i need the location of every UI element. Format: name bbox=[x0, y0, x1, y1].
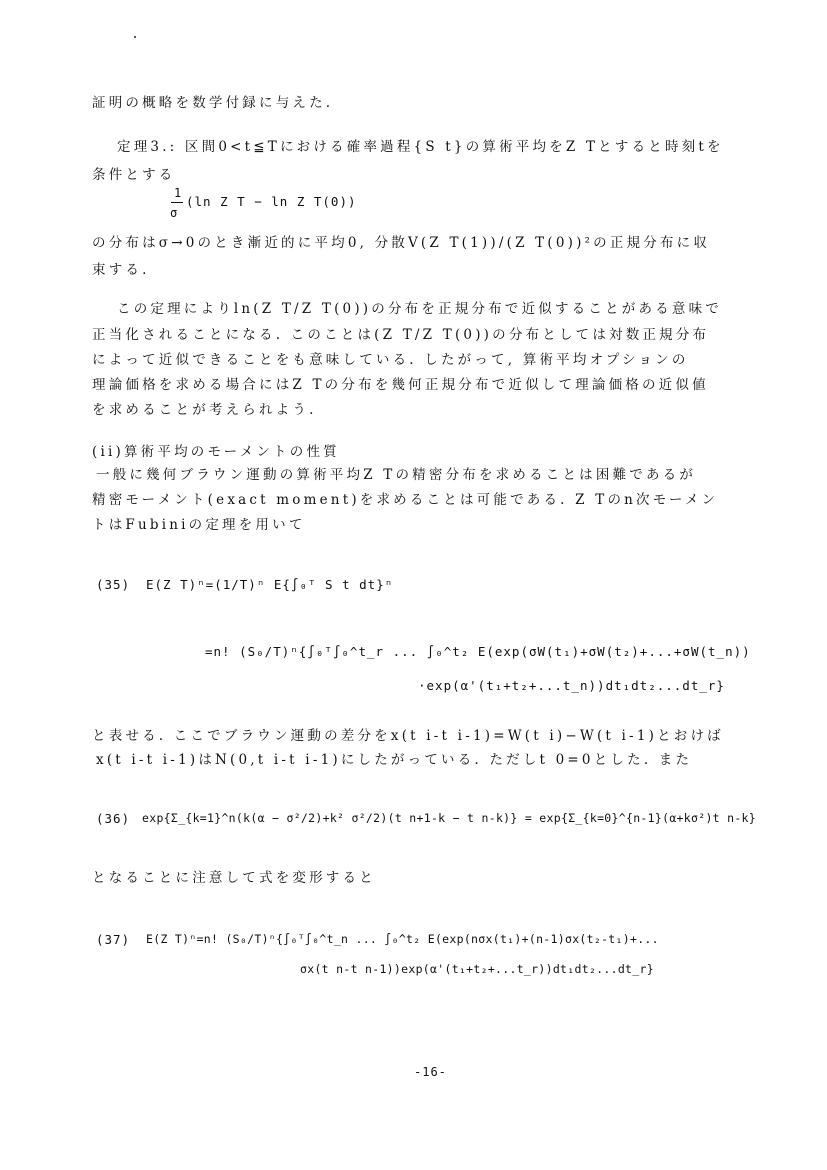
theorem-3-line: 定理3.: 区間0<t≦Tにおける確率過程{S t}の算術平均をZ Tとすると時刻tを bbox=[117, 139, 724, 155]
equation-36: exp{Σ_{k=1}^n(k(α − σ²/2)+k² σ²/2)(t n+1-k − t n-k)} = exp{Σ_{k=0}^{n-1}(α+kσ²)t n-k} bbox=[142, 811, 757, 825]
fraction-numerator: 1 bbox=[174, 186, 182, 200]
paragraph-line: x(t i-t i-1)はN(0,t i-t i-1)にしたがっている. ただしt 0=0とした. また bbox=[96, 752, 693, 768]
section-heading: (ii)算術平均のモーメントの性質 bbox=[92, 444, 340, 460]
equation-35-line-1: E(Z T)ⁿ=(1/T)ⁿ E{∫₀ᵀ S t dt}ⁿ bbox=[146, 577, 394, 592]
paragraph-line: 正当化されることになる. このことは(Z T/Z T(0))の分布としては対数正規分布 bbox=[92, 327, 710, 343]
equation-35-line-3: ·exp(α'(t₁+t₂+...t_n))dt₁dt₂...dt_r} bbox=[418, 678, 725, 693]
equation-37-line-1: E(Z T)ⁿ=n! (S₀/T)ⁿ{∫₀ᵀ∫₀^t_n ... ∫₀^t₂ E(exp(nσx(t₁)+(n-1)σx(t₂-t₁)+... bbox=[146, 932, 659, 946]
theorem-3-expression: (ln Z T − ln Z T(0)) bbox=[186, 194, 357, 209]
equation-label: (36) bbox=[96, 811, 131, 826]
paragraph-line: を求めることが考えられよう. bbox=[92, 402, 317, 418]
paragraph-line: となることに注意して式を変形すると bbox=[92, 870, 376, 886]
fraction-denominator: σ bbox=[170, 206, 178, 220]
theorem-3-line: 条件とする bbox=[92, 167, 176, 183]
paragraph-line: の分布はσ→0のとき漸近的に平均0, 分散V(Z T(1))/(Z T(0))²の正規分布に収 bbox=[92, 235, 711, 251]
fraction-bar bbox=[171, 202, 183, 203]
paragraph-line: と表せる. ここでブラウン運動の差分をx(t i-t i-1)=W(t i)−W(t i-1)とおけば bbox=[92, 728, 724, 744]
equation-37-line-2: σx(t n-t n-1))exp(α'(t₁+t₂+...t_r))dt₁dt₂...dt_r} bbox=[300, 962, 654, 976]
paragraph-line: 一般に幾何ブラウン運動の算術平均Z Tの精密分布を求めることは困難であるが bbox=[96, 467, 697, 483]
equation-35-line-2: =n! (S₀/T)ⁿ{∫₀ᵀ∫₀^t_r ... ∫₀^t₂ E(exp(σW(t₁)+σW(t₂)+...+σW(t_n)) bbox=[205, 644, 751, 659]
scan-speck bbox=[134, 36, 136, 38]
paragraph-line: 理論価格を求める場合にはZ Tの分布を幾何正規分布で近似して理論価格の近似値 bbox=[92, 377, 709, 393]
paragraph-line: 精密モーメント(exact moment)を求めることは可能である. Z Tのn次モーメン bbox=[92, 492, 719, 508]
paragraph-line: 証明の概略を数学付録に与えた. bbox=[92, 95, 334, 111]
paragraph-line: トはFubiniの定理を用いて bbox=[92, 517, 306, 533]
paragraph-line: この定理によりln(Z T/Z T(0))の分布を正規分布で近似することがある意味で bbox=[117, 301, 722, 317]
paragraph-line: によって近似できることをも意味している. したがって, 算術平均オプションの bbox=[92, 352, 689, 368]
equation-label: (35) bbox=[96, 577, 131, 592]
equation-label: (37) bbox=[96, 932, 131, 947]
paragraph-line: 束する. bbox=[92, 262, 150, 278]
page-number: -16- bbox=[414, 1065, 447, 1079]
